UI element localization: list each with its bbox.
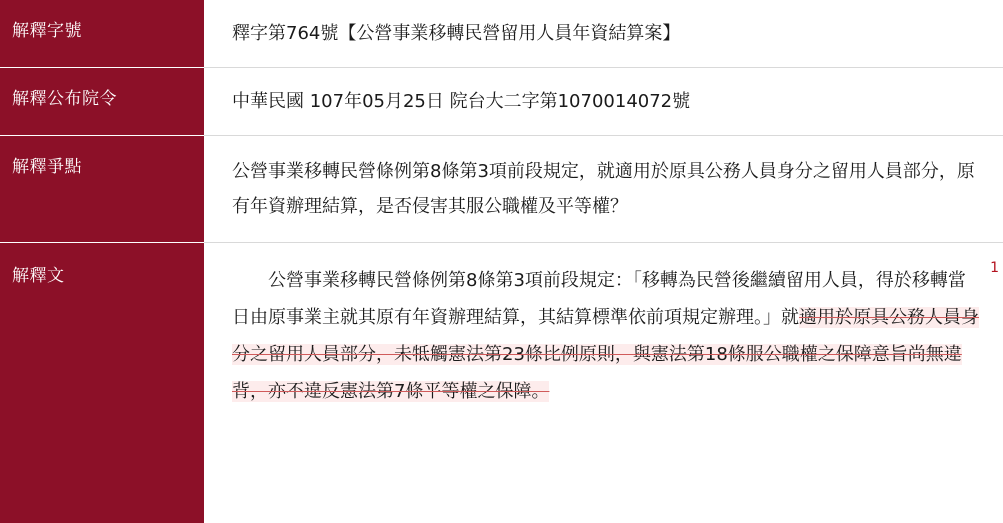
row-value-interpretation-text: [204, 243, 1003, 500]
interpretation-paragraph: [232, 263, 981, 411]
row-value-interpretation-number: 釋字第764號【公營事業移轉民營留用人員年資結算案】: [204, 0, 1003, 68]
table-row-promulgation-decree: [0, 68, 1003, 136]
table-row-spacer: [0, 499, 1003, 523]
paragraph-number: 1: [990, 260, 999, 277]
paragraph-highlighted-text: 適用於原具公務人員身分之留用人員部分，未牴觸憲法第23條比例原則，與憲法第18條服公職權之保障意旨尚無違背，亦不違反憲法第7條平等權之保障。: [232, 307, 979, 403]
row-label-interpretation-number: 解釋字號: [0, 0, 204, 68]
row-value-promulgation-decree: 中華民國 107年05月25日 院台大二字第1070014072號: [204, 68, 1003, 136]
row-value-issue: 公營事業移轉民營條例第8條第3項前段規定，就適用於原具公務人員身分之留用人員部分，原有年資辦理結算，是否侵害其服公職權及平等權？: [204, 136, 1003, 243]
spacer-value-cell: [204, 499, 1003, 523]
table-row-issue: [0, 136, 1003, 243]
row-label-issue: 解釋爭點: [0, 136, 204, 243]
table-row-interpretation-text: [0, 243, 1003, 500]
table-row-interpretation-number: [0, 0, 1003, 68]
paragraph-plain-text: 公營事業移轉民營條例第8條第3項前段規定：「移轉為民營後繼續留用人員，得於移轉當日由原事業主就其原有年資辦理結算，其結算標準依前項規定辦理。」就: [232, 270, 966, 329]
spacer-label-cell: [0, 499, 204, 523]
row-label-promulgation-decree: 解釋公布院令: [0, 68, 204, 136]
row-label-interpretation-text: 解釋文: [0, 243, 204, 500]
